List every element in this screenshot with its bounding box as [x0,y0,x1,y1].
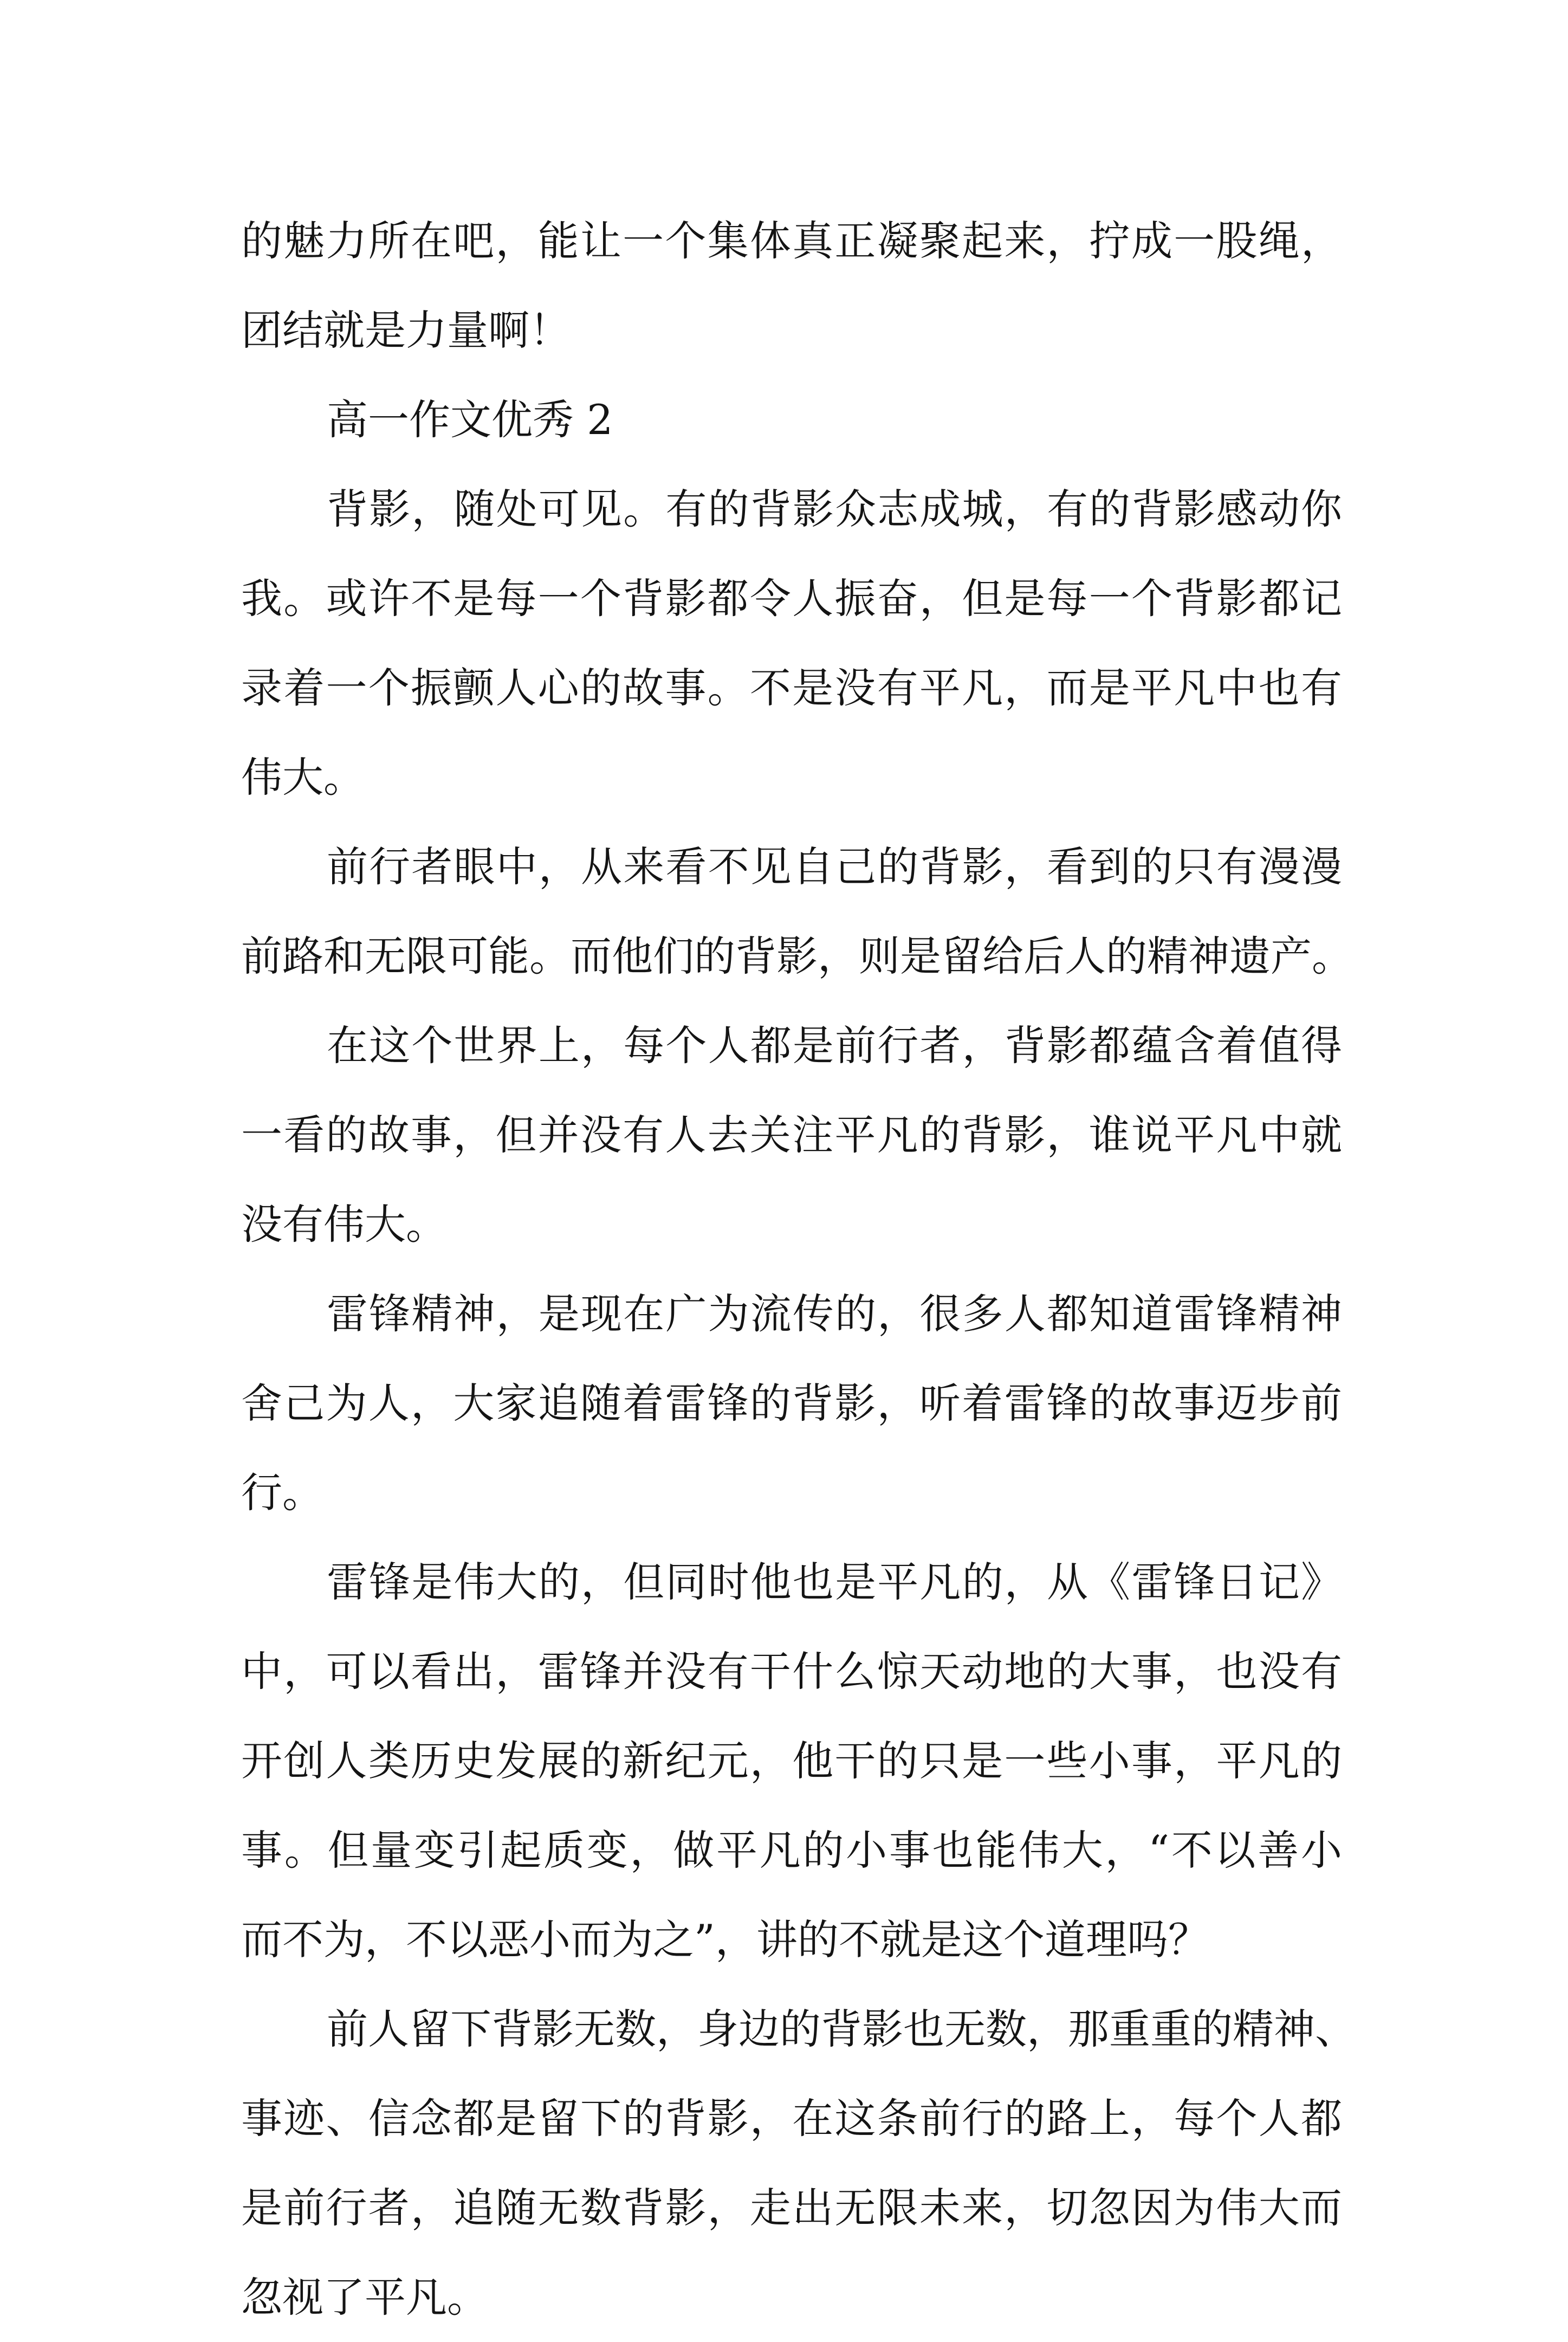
text-line: 录着一个振颤人心的故事。不是没有平凡，而是平凡中也有 [241,664,1342,712]
text-line: 一看的故事，但并没有人去关注平凡的背影，谁说平凡中就 [241,1111,1342,1159]
text-line: 忽视了平凡。 [241,2273,488,2321]
text-line: 背影，随处可见。有的背影众志成城，有的背影感动你 [327,485,1342,533]
text-line: 前人留下背影无数，身边的背影也无数，那重重的精神、 [327,2005,1356,2053]
text-line: 前行者眼中，从来看不见自己的背影，看到的只有漫漫 [327,843,1342,891]
text-line: 事迹、信念都是留下的背影，在这条前行的路上，每个人都 [241,2094,1342,2143]
text-line: 没有伟大。 [241,1200,447,1248]
text-line: 我。或许不是每一个背影都令人振奋，但是每一个背影都记 [241,574,1342,623]
text-line: 团结就是力量啊！ [241,306,571,354]
text-line: 舍己为人，大家追随着雷锋的背影，听着雷锋的故事迈步前 [241,1379,1342,1427]
text-line: 伟大。 [241,753,365,801]
text-line: 雷锋是伟大的，但同时他也是平凡的，从《雷锋日记》 [327,1558,1342,1606]
text-line: 的魅力所在吧，能让一个集体真正凝聚起来，拧成一股绳， [241,217,1342,265]
text-line: 事。但量变引起质变，做平凡的小事也能伟大，“不以善小 [241,1826,1342,1874]
text-line: 前路和无限可能。而他们的背影，则是留给后人的精神遗产。 [241,932,1353,980]
text-line: 而不为，不以恶小而为之”，讲的不就是这个道理吗？ [241,1916,1209,1964]
section-heading: 高一作文优秀 2 [327,396,613,444]
text-line: 中，可以看出，雷锋并没有干什么惊天动地的大事，也没有 [241,1647,1342,1696]
text-line: 是前行者，追随无数背影，走出无限未来，切忽因为伟大而 [241,2184,1342,2232]
text-line: 雷锋精神，是现在广为流传的，很多人都知道雷锋精神 [327,1290,1342,1338]
text-line: 在这个世界上，每个人都是前行者，背影都蕴含着值得 [327,1021,1342,1070]
text-line: 开创人类历史发展的新纪元，他干的只是一些小事，平凡的 [241,1737,1342,1785]
document-body [241,196,1356,2342]
text-line: 行。 [241,1468,323,1517]
